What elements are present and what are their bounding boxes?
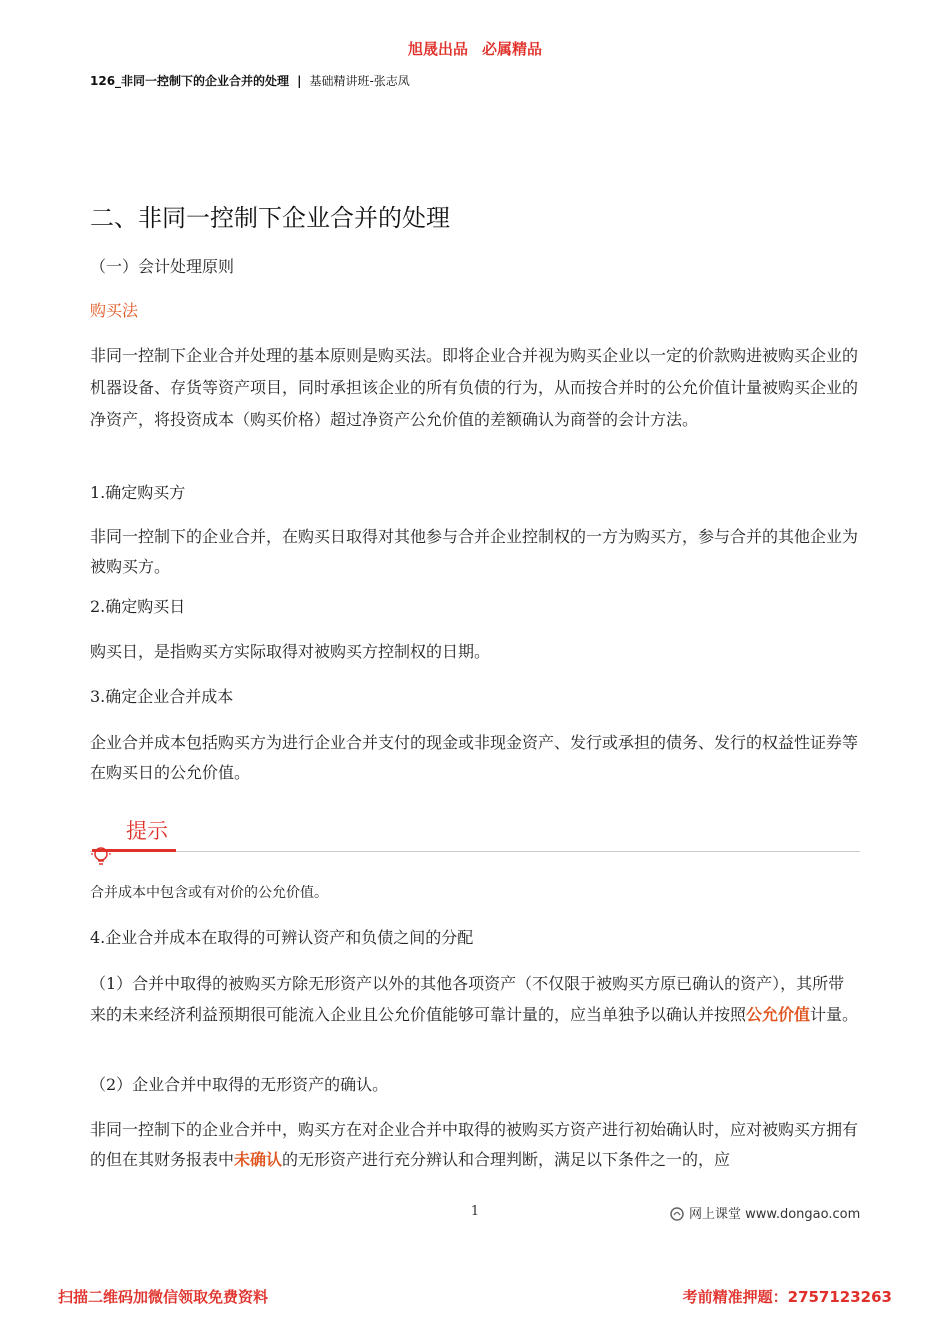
item4-1-highlight: 公允价值 bbox=[746, 1005, 811, 1024]
para-method: 非同一控制下企业合并处理的基本原则是购买法。即将企业合并视为购买企业以一定的价款购进被购买企业的机器设备、存货等资产项目，同时承担该企业的所有负债的行为，从而按合并时的公允价值计量被购买企业的净资产，将投资成本（购买价格）超过净资产公允价值的差额确认为商誉的会计方法。 bbox=[90, 346, 859, 429]
item4-2-title: （2）企业合并中取得的无形资产的确认。 bbox=[90, 1075, 389, 1094]
bottom-right-promo: 考前精准押题：2757123263 bbox=[682, 1288, 892, 1306]
header-separator: | bbox=[297, 74, 302, 88]
tip-title: 提示 bbox=[126, 819, 168, 843]
tip-header bbox=[90, 815, 860, 861]
subsection-title: （一）会计处理原则 bbox=[90, 257, 235, 276]
course-name: 基础精讲班-张志凤 bbox=[309, 74, 410, 88]
lightbulb-icon bbox=[90, 845, 112, 867]
tip-text: 合并成本中包含或有对价的公允价值。 bbox=[90, 885, 328, 901]
bottom-left-promo: 扫描二维码加微信领取免费资料 bbox=[58, 1288, 269, 1306]
page-header bbox=[90, 72, 410, 89]
tip-divider bbox=[90, 851, 860, 852]
item4-1-post: 计量。 bbox=[810, 1005, 859, 1024]
item1-title: 1.确定购买方 bbox=[90, 483, 186, 502]
item4-2-pre: 非同一控制下的企业合并中，购买方在对企业合并中取得的被购买方资产进行初始确认时，应对被购买方拥有的但在其财务报表中 bbox=[90, 1120, 859, 1169]
item4-1-text bbox=[90, 968, 860, 1030]
item2-text: 购买日，是指购买方实际取得对被购买方控制权的日期。 bbox=[90, 642, 491, 661]
footer-brand-text: 网上课堂 www.dongao.com bbox=[689, 1207, 861, 1222]
item2-title: 2.确定购买日 bbox=[90, 597, 186, 616]
item3-text: 企业合并成本包括购买方为进行企业合并支付的现金或非现金资产、发行或承担的债务、发行的权益性证券等在购买日的公允价值。 bbox=[90, 733, 859, 782]
item4-2-text bbox=[90, 1115, 860, 1175]
banner-right: 必属精品 bbox=[482, 40, 543, 58]
item3-title: 3.确定企业合并成本 bbox=[90, 687, 234, 706]
item4-2-post: 的无形资产进行充分辨认和合理判断，满足以下条件之一的，应 bbox=[282, 1150, 731, 1169]
item4-title: 4.企业合并成本在取得的可辨认资产和负债之间的分配 bbox=[90, 928, 474, 947]
item4-1-pre: （1）合并中取得的被购买方除无形资产以外的其他各项资产（不仅限于被购买方原已确认的资产），其所带来的未来经济利益预期很可能流入企业且公允价值能够可靠计量的，应当单独予以确认并按照 bbox=[90, 974, 845, 1024]
section-title: 二、非同一控制下企业合并的处理 bbox=[90, 204, 450, 232]
footer-brand bbox=[670, 1203, 860, 1222]
method-title: 购买法 bbox=[90, 301, 139, 320]
banner-left: 旭晟出品 bbox=[407, 40, 468, 58]
item1-text: 非同一控制下的企业合并，在购买日取得对其他参与合并企业控制权的一方为购买方，参与合并的其他企业为被购买方。 bbox=[90, 527, 859, 576]
brand-logo-icon bbox=[670, 1207, 684, 1221]
item4-2-highlight: 未确认 bbox=[234, 1150, 283, 1169]
lesson-title: 126_非同一控制下的企业合并的处理 bbox=[90, 74, 290, 88]
page-number: 1 bbox=[470, 1204, 480, 1219]
top-banner bbox=[0, 38, 950, 59]
